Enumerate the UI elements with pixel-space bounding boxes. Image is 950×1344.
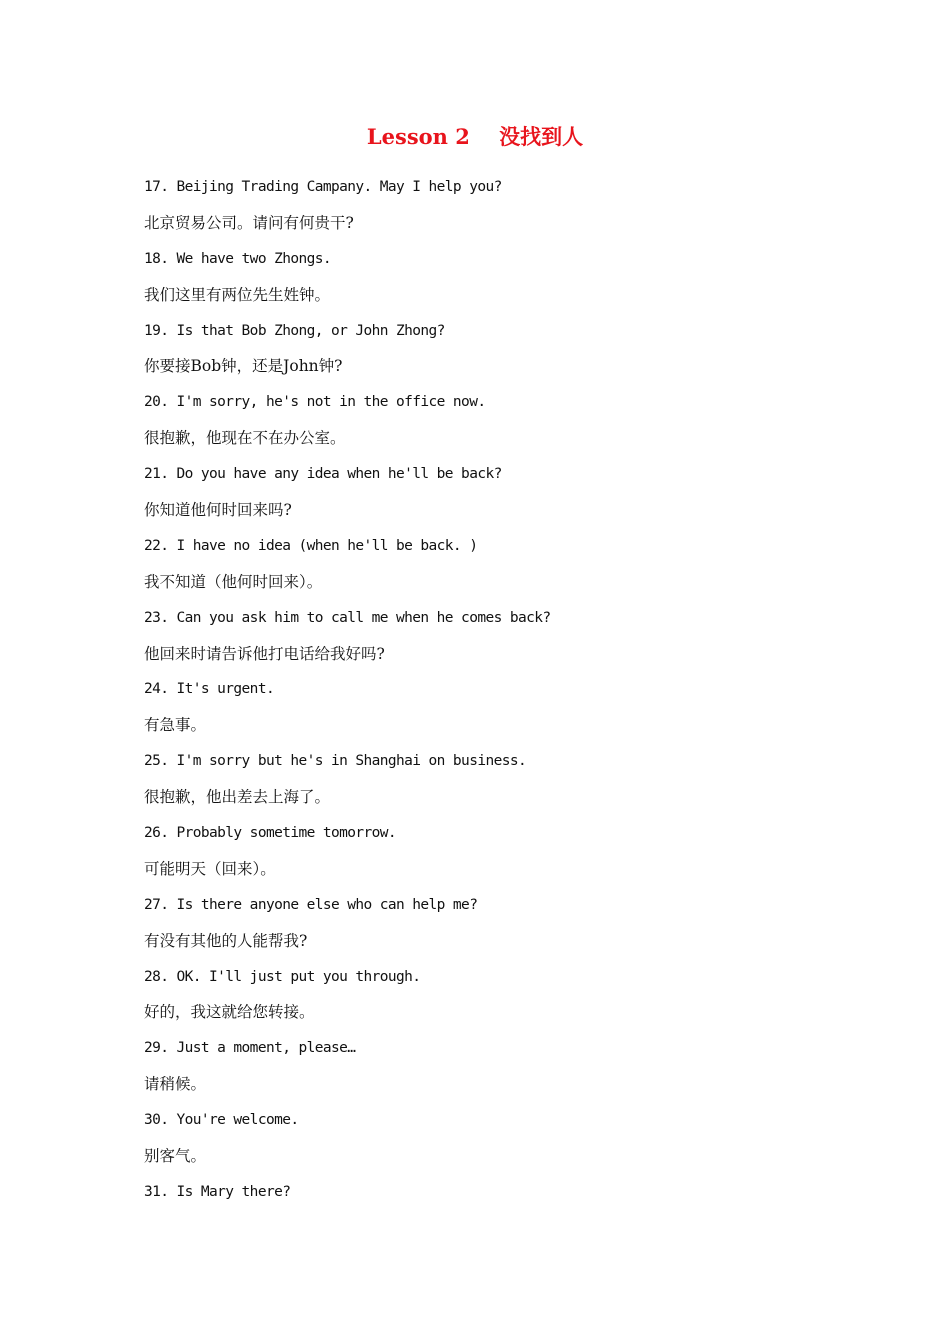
english-sentence: 19. Is that Bob Zhong, or John Zhong? (144, 322, 445, 339)
chinese-translation: 可能明天（回来）。 (144, 859, 276, 878)
english-sentence: 21. Do you have any idea when he'll be back? (144, 466, 502, 483)
chinese-translation: 我们这里有两位先生姓钟。 (144, 285, 331, 304)
chinese-translation: 请稍候。 (144, 1075, 207, 1094)
chinese-translation: 很抱歉，他现在不在办公室。 (144, 429, 346, 448)
english-sentence: 22. I have no idea (when he'll be back. ) (144, 537, 478, 554)
english-sentence: 20. I'm sorry, he's not in the office now. (144, 394, 486, 411)
chinese-translation: 有急事。 (144, 716, 207, 735)
english-sentence: 26. Probably sometime tomorrow. (144, 825, 397, 842)
page-title: Lesson 2 没找到人 (366, 124, 584, 149)
chinese-translation: 我不知道（他何时回来）。 (144, 572, 323, 591)
chinese-translation: 好的，我这就给您转接。 (144, 1003, 315, 1022)
english-sentence: 18. We have two Zhongs. (144, 250, 331, 267)
chinese-translation: 你要接Bob钟，还是John钟? (144, 357, 343, 376)
chinese-translation: 别客气。 (144, 1147, 207, 1166)
dialogue-lines (144, 170, 844, 1211)
english-sentence: 23. Can you ask him to call me when he comes back? (144, 609, 551, 626)
chinese-translation: 北京贸易公司。请问有何贵干? (144, 213, 354, 232)
english-sentence: 17. Beijing Trading Campany. May I help you? (144, 179, 502, 195)
english-sentence: 24. It's urgent. (144, 681, 275, 698)
english-sentence: 29. Just a moment, please… (144, 1040, 356, 1057)
english-sentence: 27. Is there anyone else who can help me? (144, 896, 478, 913)
chinese-translation: 你知道他何时回来吗? (144, 501, 292, 520)
chinese-translation: 他回来时请告诉他打电话给我好吗? (144, 644, 385, 663)
chinese-translation: 很抱歉，他出差去上海了。 (144, 788, 331, 807)
chinese-translation: 有没有其他的人能帮我? (144, 931, 308, 950)
english-sentence: 30. You're welcome. (144, 1112, 299, 1129)
english-sentence: 28. OK. I'll just put you through. (144, 968, 421, 985)
english-sentence: 31. Is Mary there? (144, 1183, 291, 1200)
english-sentence: 25. I'm sorry but he's in Shanghai on business. (144, 753, 527, 770)
